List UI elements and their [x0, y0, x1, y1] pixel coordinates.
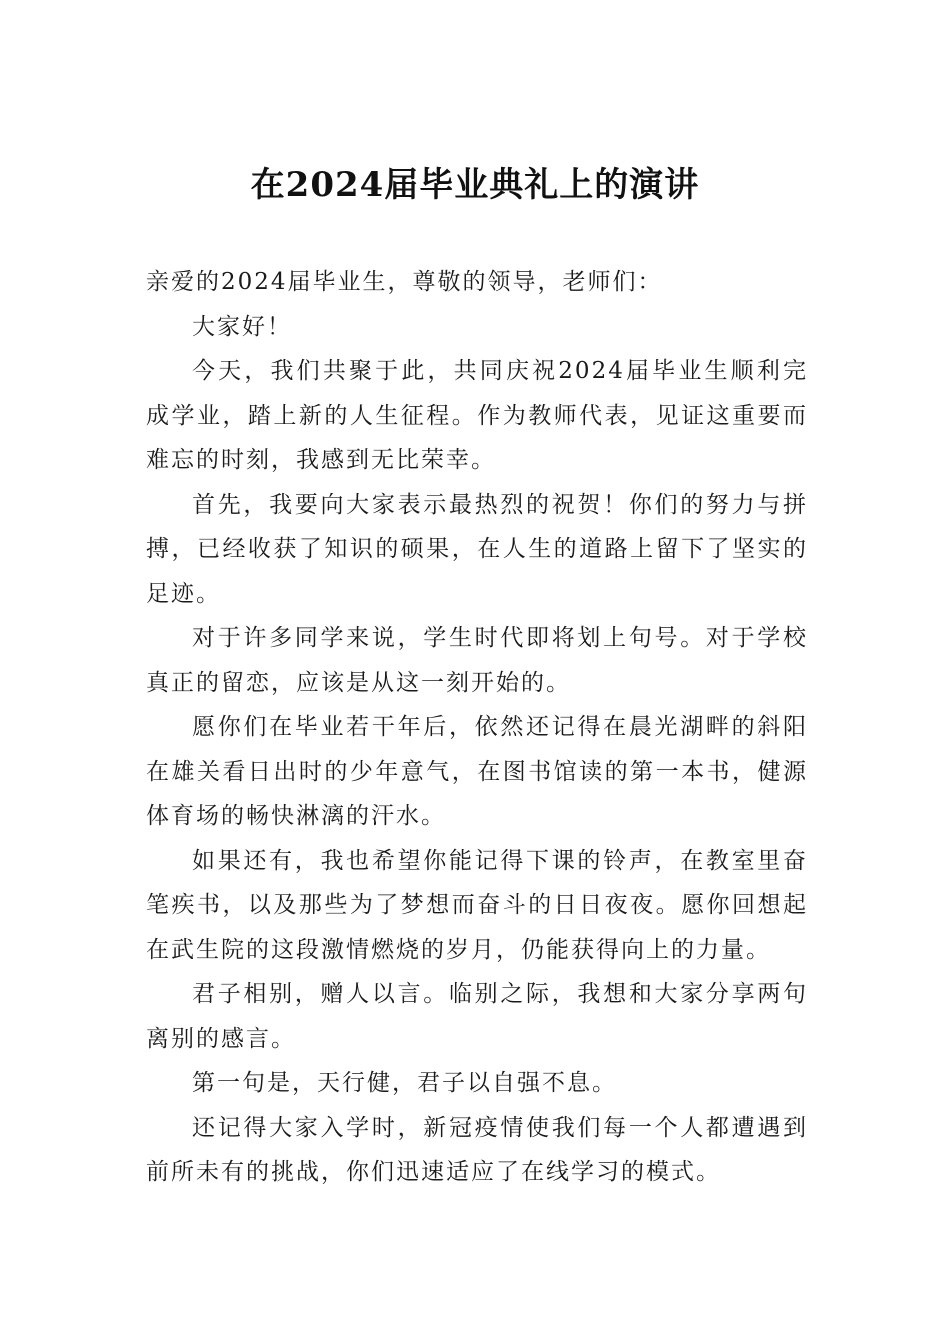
paragraph-greeting: 大家好！ [192, 313, 292, 340]
document-body [146, 260, 808, 1195]
paragraph-today: 今天，我们共聚于此，共同庆祝2024届毕业生顺利完成学业，踏上新的人生征程。作为教师代表，见证这重要而难忘的时刻，我感到无比荣幸。 [146, 358, 808, 473]
paragraph-pandemic: 还记得大家入学时，新冠疫情使我们每一个人都遭遇到前所未有的挑战，你们迅速适应了在线学习的模式。 [146, 1114, 808, 1185]
paragraph-first-saying: 第一句是，天行健，君子以自强不息。 [192, 1070, 617, 1096]
paragraph-memories: 愿你们在毕业若干年后，依然还记得在晨光湖畔的斜阳在雄关看日出时的少年意气，在图书馆读的第一本书，健源体育场的畅快淋漓的汗水。 [146, 714, 808, 829]
paragraph-farewell: 君子相别，赠人以言。临别之际，我想和大家分享两句离别的感言。 [146, 981, 808, 1052]
paragraph-student-era: 对于许多同学来说，学生时代即将划上句号。对于学校真正的留恋，应该是从这一刻开始的。 [146, 625, 808, 696]
paragraph-hopes: 如果还有，我也希望你能记得下课的铃声，在教室里奋笔疾书，以及那些为了梦想而奋斗的日日夜夜。愿你回想起在武生院的这段激情燃烧的岁月，仍能获得向上的力量。 [146, 847, 808, 963]
document-title: 在2024届毕业典礼上的演讲 [250, 165, 700, 205]
paragraph-congratulations: 首先，我要向大家表示最热烈的祝贺！你们的努力与拼搏，已经收获了知识的硕果，在人生的道路上留下了坚实的足迹。 [146, 491, 808, 607]
salutation: 亲爱的2024届毕业生，尊敬的领导，老师们： [146, 269, 663, 295]
